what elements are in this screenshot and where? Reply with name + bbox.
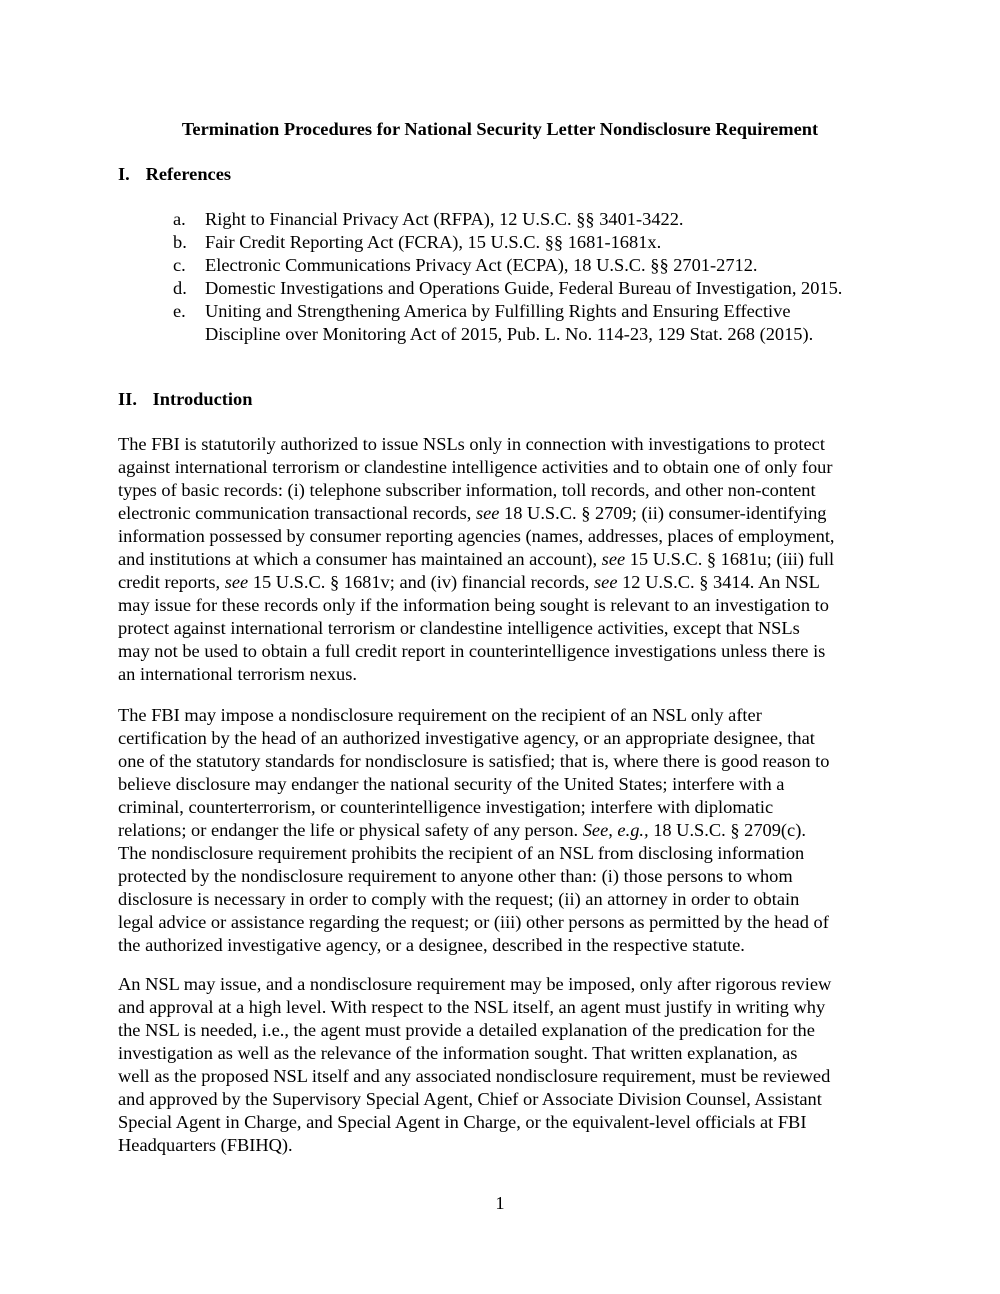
- list-marker: a.: [173, 209, 186, 229]
- document-title: Termination Procedures for National Security Letter Nondisclosure Requirement: [181, 119, 819, 139]
- list-marker: b.: [173, 232, 187, 252]
- intro-paragraph: The FBI may impose a nondisclosure requirement on the recipient of an NSL only after certification by the head of an authorized investigative agency, or an appropriate designee, that one of the statutory standards for nondisclosure is satisfied; that is, where there is good reason to believe disclosure may endanger the national security of the United States; interfere with a criminal, counterterrorism, or counterintelligence investigation; interfere with diplomatic relations; or endanger the life or physical safety of any person. See, e.g., 18 U.S.C. § 2709(c). The nondisclosure requirement prohibits the recipient of an NSL from disclosing information protected by the nondisclosure requirement to anyone other than: (i) those persons to whom disclosure is necessary in order to comply with the request; (ii) an attorney in order to obtain legal advice or assistance regarding the request; or (iii) other persons as permitted by the head of the authorized investigative agency, or a designee, described in the respective statute.: [118, 705, 830, 955]
- list-marker: d.: [173, 278, 187, 298]
- reference-text: Right to Financial Privacy Act (RFPA), 12 U.S.C. §§ 3401-3422.: [205, 209, 684, 229]
- section-number: I.: [118, 164, 130, 184]
- reference-text: Electronic Communications Privacy Act (ECPA), 18 U.S.C. §§ 2701-2712.: [205, 255, 758, 275]
- page-number: 1: [495, 1193, 505, 1213]
- reference-text: Domestic Investigations and Operations Guide, Federal Bureau of Investigation, 2015.: [205, 278, 843, 298]
- reference-text: Fair Credit Reporting Act (FCRA), 15 U.S.C. §§ 1681-1681x.: [205, 232, 662, 252]
- list-marker: c.: [173, 255, 186, 275]
- reference-item: [170, 208, 870, 231]
- references-list: [170, 208, 870, 346]
- list-marker: e.: [173, 301, 186, 321]
- reference-item: [170, 277, 870, 300]
- intro-paragraph: An NSL may issue, and a nondisclosure requirement may be imposed, only after rigorous review and approval at a high level. With respect to the NSL itself, an agent must justify in writing why the NSL is needed, i.e., the agent must provide a detailed explanation of the predication for the investigation as well as the relevance of the information sought. That written explanation, as well as the proposed NSL itself and any associated nondisclosure requirement, must be reviewed and approved by the Supervisory Special Agent, Chief or Associate Division Counsel, Assistant Special Agent in Charge, and Special Agent in Charge, or the equivalent-level officials at FBI Headquarters (FBIHQ).: [118, 974, 832, 1155]
- reference-item: [170, 231, 870, 254]
- section-heading-introduction: [118, 388, 252, 411]
- section-title: Introduction: [152, 389, 253, 409]
- reference-item: [170, 300, 870, 346]
- section-heading-references: [118, 163, 231, 186]
- section-title: References: [145, 164, 232, 184]
- intro-paragraph: The FBI is statutorily authorized to issue NSLs only in connection with investigations to protect against international terrorism or clandestine intelligence activities and to obtain one of only four types of basic records: (i) telephone subscriber information, toll records, and other non-content electronic communication transactional records, see 18 U.S.C. § 2709; (ii) consumer-identifying information possessed by consumer reporting agencies (names, addresses, places of employment, and institutions at which a consumer has maintained an account), see 15 U.S.C. § 1681u; (iii) full credit reports, see 15 U.S.C. § 1681v; and (iv) financial records, see 12 U.S.C. § 3414. An NSL may issue for these records only if the information being sought is relevant to an investigation to protect against international terrorism or clandestine intelligence activities, except that NSLs may not be used to obtain a full credit report in counterintelligence investigations unless there is an international terrorism nexus.: [118, 434, 835, 684]
- reference-item: [170, 254, 870, 277]
- section-number: II.: [118, 389, 137, 409]
- reference-text: Uniting and Strengthening America by Fulfilling Rights and Ensuring Effective Discipline over Monitoring Act of 2015, Pub. L. No. 114-23, 129 Stat. 268 (2015).: [205, 301, 814, 344]
